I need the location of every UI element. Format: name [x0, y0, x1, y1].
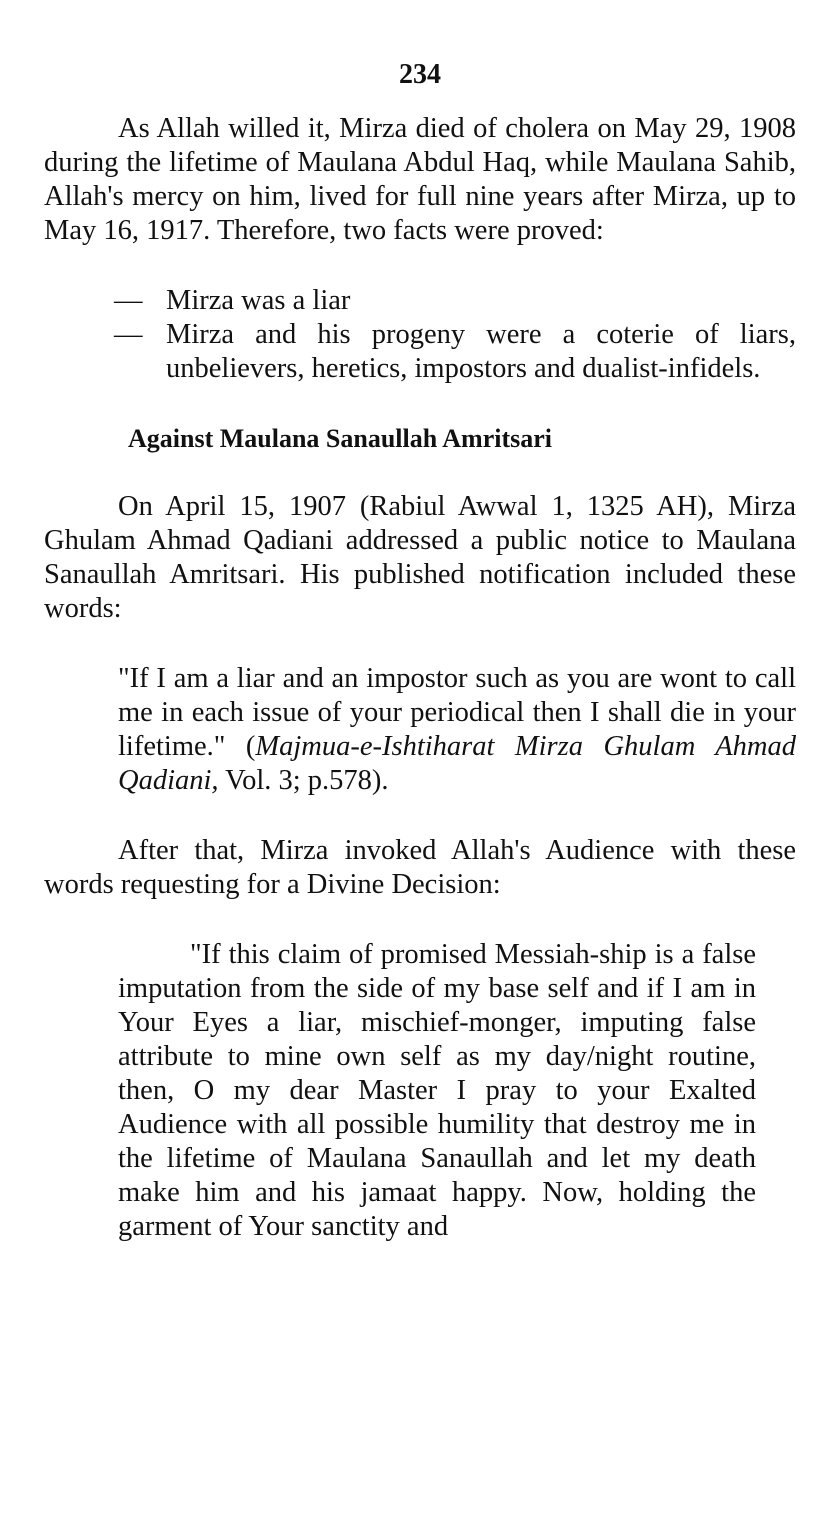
section-heading: Against Maulana Sanaullah Amritsari: [128, 424, 553, 453]
paragraph-death-of-mirza: As Allah willed it, Mirza died of cholera on May 29, 1908 during the lifetime of Maulana Abdul Haq, while Maulana Sahib, Allah's mercy on him, lived for full nine years after Mirza, up to May 16, 1917. Therefore, two facts were proved:: [44, 113, 796, 246]
quote-prayer: "If this claim of promised Messiah-ship is a false imputation from the side of my base self and if I am in Your Eyes a liar, mischief-monger, imputing false attribute to mine own self as my day/night routine, then, O my dear Master I pray to your Exalted Audience with all possible humility that destroy me in the lifetime of Maulana Sanaullah and let my death make him and his jamaat happy. Now, holding the garment of Your sanctity and: [118, 939, 756, 1242]
paragraph-divine-decision: After that, Mirza invoked Allah's Audience with these words requesting for a Divine Decision:: [44, 835, 796, 900]
list-item: — Mirza and his progeny were a coterie of liars, unbelievers, heretics, impostors and dualist-infidels.: [166, 318, 796, 386]
quote-notice-text: "If I am a liar and an impostor such as you are wont to call me in each issue of your periodical then I shall die in your lifetime." (: [118, 663, 796, 762]
page-number: 234: [399, 59, 441, 90]
quote-notice: [44, 662, 796, 798]
quote-notice-reference: Vol. 3; p.578).: [218, 765, 389, 796]
book-page: [44, 58, 796, 1244]
paragraph-public-notice: On April 15, 1907 (Rabiul Awwal 1, 1325 AH), Mirza Ghulam Ahmad Qadiani addressed a public notice to Maulana Sanaullah Amritsari. His published notification included these words:: [44, 491, 796, 624]
quote-notice-source: Majmua-e-Ishtiharat Mirza Ghulam Ahmad Qadiani,: [118, 731, 796, 796]
proved-facts-list: [44, 284, 796, 386]
list-item: — Mirza was a liar: [166, 284, 796, 318]
